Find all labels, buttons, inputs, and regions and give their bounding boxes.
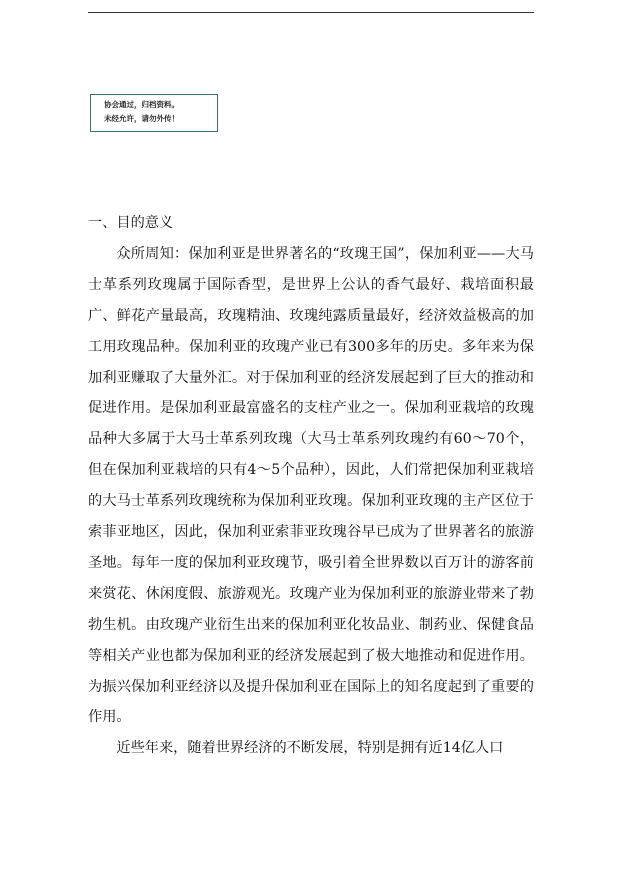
paragraph-2: 近些年来，随着世界经济的不断发展，特别是拥有近14亿人口 — [116, 740, 504, 757]
paragraph-1: 众所周知：保加利亚是世界著名的“玫瑰王国”，保加利亚——大马士革系列玫瑰属于国际香型，是世界上公认的香气最好、栽培面积最广、鲜花产量最高，玫瑰精油、玫瑰纯露质量最好，经济效益极高的加工用玫瑰品种。保加利亚的玫瑰产业已有300多年的历史。多年来为保加利亚赚取了大量外汇。对于保加利亚的经济发展起到了巨大的推动和促进作用。是保加利亚最富盛名的支柱产业之一。保加利亚栽培的玫瑰品种大多属于大马士革系列玫瑰（大马士革系列玫瑰约有60～70个，但在保加利亚栽培的只有4～5个品种），因此，人们常把保加利亚栽培的大马士革系列玫瑰统称为保加利亚玫瑰。保加利亚玫瑰的主产区位于索菲亚地区，因此，保加利亚索菲亚玫瑰谷早已成为了世界著名的旅游圣地。每年一度的保加利亚玫瑰节，吸引着全世界数以百万计的游客前来赏花、休闲度假、旅游观光。玫瑰产业为保加利亚的旅游业带来了勃勃生机。由玫瑰产业衍生出来的保加利亚化妆品业、制药业、保健食品等相关产业也都为保加利亚的经济发展起到了极大地推动和促进作用。为振兴保加利亚经济以及提升保加利亚在国际上的知名度起到了重要的作用。 — [88, 245, 534, 726]
header-rule — [88, 12, 534, 13]
notice-line-2: 未经允许，请勿外传！ — [104, 114, 179, 123]
document-body — [88, 208, 534, 764]
section-heading: 一、目的意义 — [88, 215, 174, 231]
notice-line-1: 协会通过，归档资料。 — [104, 100, 179, 109]
confidential-notice-box — [90, 94, 218, 132]
